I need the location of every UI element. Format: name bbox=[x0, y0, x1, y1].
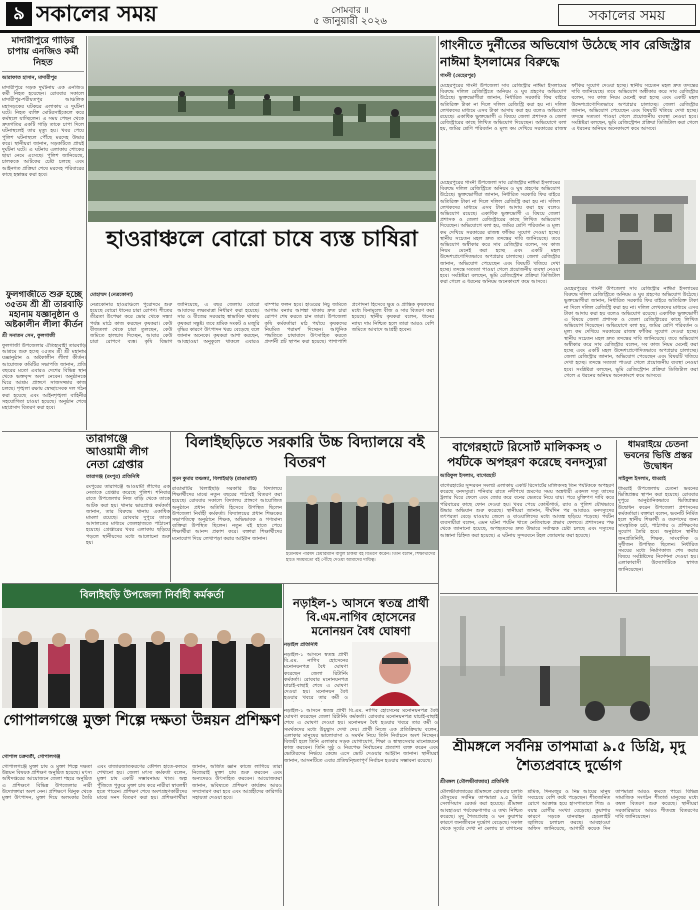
article-bilaichhari bbox=[172, 432, 438, 582]
byline: গোপাল চক্রবর্তী, গোপালগঞ্জ bbox=[2, 754, 61, 760]
byline: তারাগঞ্জ (রংপুর) প্রতিনিধি bbox=[86, 474, 140, 480]
body-wrap bbox=[172, 476, 282, 580]
divider bbox=[440, 593, 698, 594]
masthead bbox=[0, 0, 700, 30]
article-gopalganj-body bbox=[2, 754, 282, 906]
photo-group-banner bbox=[2, 584, 282, 708]
article-nowabari bbox=[284, 596, 438, 706]
headline: বাগেরহাটে রিসোর্ট মালিকসহ ৩ পর্যটকে অপহরণ করেছে বনদস্যুরা bbox=[447, 440, 607, 469]
photo-caption: ইউনিয়ন পরিষদ চেয়ারম্যান বাবুল চাকমা বই বিতরণ করেন। তিনি বলেন, শিক্ষার্থীদের হাতে সময়মতো বই পৌঁছে দেওয়া আমাদের দায়িত্ব। bbox=[286, 552, 436, 563]
paper-logo: সকালের সময় bbox=[36, 1, 158, 27]
headline: ফুলগাজীতে শুরু হচ্ছে ৩৫তম শ্রী শ্রী তারবাড়ি মহানাম যজ্ঞানুষ্ঠান ও অষ্টকালীন লীলা কীর্তন bbox=[4, 290, 84, 330]
rice-field-graphic bbox=[88, 36, 436, 222]
article-madaripur bbox=[2, 36, 84, 286]
photo-candidate-portrait bbox=[352, 642, 438, 706]
article-boro-headline-box bbox=[88, 224, 436, 286]
body: মৌলভীবাজারের শ্রীমঙ্গলে রোববার চলতি মৌসুমের সর্বনিম্ন তাপমাত্রা ৯.৫ ডিগ্রি সেলসিয়াস রেকর্ড করা হয়েছে। শ্রীমঙ্গল আবহাওয়া পর্যবেক্ষণাগার এ তথ্য নিশ্চিত করেছে। মৃদু শৈত্যপ্রবাহ ও ঘন কুয়াশার কারণে জনজীবনে দুর্ভোগ বেড়েছে। সকাল থেকে সূর্যের দেখা না মেলায় চা বাগানের শ্রমিক, দিনমজুর ও নিম্ন আয়ের মানুষ সবচেয়ে বেশি কষ্টে পড়েছেন। শীতজনিত রোগে আক্রান্ত হয়ে হাসপাতালে শিশু ও বয়স্ক রোগীর সংখ্যা বেড়েছে। কুয়াশার কারণে সড়কে যানবাহন হেডলাইট জ্বালিয়ে চলাচল করছে। আবহাওয়া অফিস জানিয়েছে, আগামী কয়েক দিন তাপমাত্রা আরও কমতে পারে। বিভিন্ন সামাজিক সংগঠন শীতার্ত মানুষের মধ্যে কম্বল বিতরণ শুরু করেছে। স্থানীয়রা সরকারিভাবে আরও শীতবস্ত্র বিতরণের দাবি জানিয়েছেন। bbox=[440, 789, 698, 833]
body: ধামরাই উপজেলায় চেতনা ভবনের ভিত্তিপ্রস্তর স্থাপন করা হয়েছে। রোববার দুপুরে আনুষ্ঠানিকভাবে ভিত্তিপ্রস্তর উদ্বোধন করেন উপজেলা প্রশাসনের কর্মকর্তারা। বক্তারা বলেন, ভবনটি নির্মিত হলে স্থানীয় শিক্ষার্থী ও তরুণদের জন্য সাংস্কৃতিক চর্চা, পাঠাগার ও প্রশিক্ষণের সুযোগ তৈরি হবে। অনুষ্ঠানে স্থানীয় জনপ্রতিনিধি, শিক্ষক, সাংবাদিক ও সুধীজন উপস্থিত ছিলেন। নির্ধারিত সময়ের মধ্যে নির্মাণকাজ শেষ করার বিষয়ে সংশ্লিষ্টদের নির্দেশনা দেওয়া হয়। এলাকাবাসী উদ্যোগটিকে স্বাগত জানিয়েছেন। bbox=[618, 486, 698, 573]
photo-book-distribution bbox=[286, 476, 438, 550]
article-nowabari-continued bbox=[284, 708, 438, 906]
divider bbox=[2, 431, 438, 432]
page-number: ৯ bbox=[6, 2, 32, 26]
divider bbox=[2, 583, 438, 584]
article-gopalganj-headline bbox=[2, 710, 282, 752]
masthead-date: ৫ জানুয়ারী ২০২৬ bbox=[313, 16, 387, 26]
photo-foggy-road bbox=[440, 596, 698, 736]
article-tarabganj bbox=[86, 432, 170, 582]
headline: তারাগঞ্জে আওয়ামী লীগ নেতা গ্রেপ্তার bbox=[86, 432, 149, 471]
candidate-graphic bbox=[352, 642, 438, 706]
article-boro-body bbox=[90, 292, 434, 430]
byline: শ্রীমঙ্গল (মৌলভীবাজার) প্রতিনিধি bbox=[440, 779, 509, 785]
book-distribution-graphic bbox=[286, 476, 438, 550]
byline: আরিফুল ইসলাম, বাগেরহাট bbox=[440, 473, 496, 479]
divider bbox=[616, 440, 617, 592]
divider bbox=[86, 36, 87, 430]
byline: শ্রী সনাতন সেন, ফুলগাজী bbox=[2, 333, 56, 339]
body: নড়াইল-১ আসনে স্বতন্ত্র প্রার্থী বি.এম. নাগিব হোসেনের মনোনয়নপত্র বৈধ ঘোষণা করেছেন জেলা রিটার্নিং কর্মকর্তা। রোববার মনোনয়নপত্র যাচাই-বাছাই শেষে এ ঘোষণা দেওয়া হয়। মনোনয়ন বৈধ হওয়ার খবরে তার কর্মী ও সমর্থকদের মধ্যে উচ্ছ্বাস দেখা দেয়। প্রার্থী নিজে এক প্রতিক্রিয়ায় বলেন, এলাকার মানুষের ভালোবাসা ও সমর্থন নিয়ে তিনি নির্বাচনে অংশ নিচ্ছেন। বিজয়ী হলে তিনি এলাকার সড়ক যোগাযোগ, শিক্ষা ও স্বাস্থ্যসেবার মানোন্নয়নে কাজ করবেন। তিনি সুষ্ঠু ও নিরপেক্ষ নির্বাচনের প্রত্যাশা ব্যক্ত করেন এবং ভোটারদের নির্ভয়ে কেন্দ্রে এসে ভোট দেওয়ার আহ্বান জানান। স্থানীয়রা জানান, আসনটিতে এবার প্রতিদ্বন্দ্বিতাপূর্ণ নির্বাচন হওয়ার সম্ভাবনা রয়েছে। bbox=[284, 708, 438, 764]
byline: সুমন কুমার তঞ্চঙ্গ্যা, বিলাইছড়ি (রাঙামাটি) bbox=[172, 476, 258, 482]
article-tarabari bbox=[2, 290, 86, 430]
headline: মাদারীপুরে গাড়ির চাপায় এনজিও কর্মী নিহত bbox=[2, 36, 84, 72]
byline: মোহাম্মদ (নেত্রকোনা) bbox=[90, 292, 134, 298]
byline: গাংনী (মেহেরপুর) bbox=[440, 73, 476, 79]
photo-registry-office bbox=[564, 180, 696, 280]
headline: নড়াইল-১ আসনে স্বতন্ত্র প্রার্থী বি.এম.নাগিব হোসেনের মনোনয়ন বৈধ ঘোষণা bbox=[293, 596, 429, 638]
body: রাঙামাটির বিলাইছড়ি সরকারি উচ্চ বিদ্যালয়ে শিক্ষার্থীদের মাঝে নতুন বছরের পাঠ্যবই বিতরণ করা হয়েছে। রোববার সকালে বিদ্যালয় প্রাঙ্গণে আয়োজিত অনুষ্ঠানে প্রধান অতিথি হিসেবে উপস্থিত ছিলেন উপজেলা নির্বাহী কর্মকর্তা। বিদ্যালয়ের প্রধান শিক্ষকের সভাপতিত্বে অনুষ্ঠানে শিক্ষক, অভিভাবক ও গণ্যমান্য ব্যক্তিরা উপস্থিত ছিলেন। নতুন বই হাতে পেয়ে শিক্ষার্থীরা আনন্দ প্রকাশ করে। বক্তারা শিক্ষার্থীদের মনোযোগ দিয়ে লেখাপড়া করার আহ্বান জানান। bbox=[172, 486, 282, 542]
headline: গোপালগঞ্জে মুক্তা শিল্পে দক্ষতা উন্নয়ন প্রশিক্ষণ bbox=[3, 711, 281, 729]
foggy-road-graphic bbox=[440, 596, 698, 736]
registry-graphic bbox=[564, 180, 696, 280]
article-sreemangal bbox=[440, 738, 698, 906]
divider bbox=[440, 437, 698, 438]
body-continued-2: মেহেরপুরের গাংনী উপজেলা সাব রেজিস্ট্রার নাঈমা ইসলামের বিরুদ্ধে দলিল রেজিস্ট্রিতে অনিয়ম ও ঘুষ গ্রহণের অভিযোগ উঠেছে। ভুক্তভোগীরা জানান, নির্ধারিত সরকারি ফির বাইরে অতিরিক্ত টাকা না দিলে দলিল রেজিস্ট্রি করা হয় না। দলিল লেখকদের মাধ্যমে এসব টাকা আদায় করা হয় বলেও অভিযোগ রয়েছে। একাধিক ভুক্তভোগী এ বিষয়ে জেলা প্রশাসক ও জেলা রেজিস্ট্রারের কাছে লিখিত অভিযোগ দিয়েছেন। অভিযোগে বলা হয়, জমির শ্রেণি পরিবর্তন ও মূল্য কম দেখিয়ে সরকারের রাজস্ব ফাঁকির সুযোগ দেওয়া হচ্ছে। স্থানীয় সচেতন মহল দ্রুত তদন্তের দাবি জানিয়েছে। তবে অভিযোগ অস্বীকার করে সাব রেজিস্ট্রার বলেন, সব কাজ নিয়ম মেনেই করা হচ্ছে এবং একটি মহল উদ্দেশ্যপ্রণোদিতভাবে অপপ্রচার চালাচ্ছে। জেলা রেজিস্ট্রার জানান, অভিযোগ পেয়েছেন এবং বিষয়টি খতিয়ে দেখা হচ্ছে। তদন্তে সত্যতা পাওয়া গেলে প্রয়োজনীয় ব্যবস্থা নেওয়া হবে। সংশ্লিষ্টরা বলছেন, ভূমি রেজিস্ট্রেশন প্রক্রিয়া ডিজিটাল করা গেলে এ ধরনের অনিয়ম অনেকাংশে কমে আসবে। bbox=[564, 286, 698, 379]
body: বাগেরহাটের সুন্দরবন সংলগ্ন এলাকায় একটি রিসোর্টের মালিকসহ তিন পর্যটককে অপহরণ করেছে বনদস্যুরা। শনিবার রাতে নদীপথে ভ্রমণের সময় অস্ত্রধারী একদল দস্যু তাদের ট্রলার ঘিরে ফেলে এবং জোর করে বনের ভেতরে নিয়ে যায়। পরে মুক্তিপণ দাবি করে পরিবারের কাছে ফোন দেওয়া হয়। খবর পেয়ে কোস্টগার্ড, র‌্যাব ও পুলিশ যৌথভাবে উদ্ধার অভিযান শুরু করেছে। স্থানীয়রা জানান, দীর্ঘদিন পর আবারও বনদস্যুদের তৎপরতা বেড়ে যাওয়ায় জেলে ও বাওয়ালিদের মধ্যে আতঙ্ক ছড়িয়ে পড়েছে। পর্যটন ব্যবসায়ীরা বলেন, এমন ঘটনা পর্যটন খাতে নেতিবাচক প্রভাব ফেলবে। প্রশাসনের পক্ষ থেকে জানানো হয়েছে, অপহৃতদের দ্রুত উদ্ধারে সর্বাত্মক চেষ্টা চলছে এবং দস্যুদের আস্তানা চিহ্নিত করা হয়েছে। এ ঘটনায় সুন্দরবনে টহল জোরদার করা হয়েছে। bbox=[440, 483, 614, 539]
divider bbox=[283, 584, 284, 906]
byline: আরাফাত হাসান, মাদারীপুর bbox=[2, 75, 57, 81]
body: মেহেরপুরের গাংনী উপজেলা সাব রেজিস্ট্রার নাঈমা ইসলামের বিরুদ্ধে দলিল রেজিস্ট্রিতে অনিয়ম ও ঘুষ গ্রহণের অভিযোগ উঠেছে। ভুক্তভোগীরা জানান, নির্ধারিত সরকারি ফির বাইরে অতিরিক্ত টাকা না দিলে দলিল রেজিস্ট্রি করা হয় না। দলিল লেখকদের মাধ্যমে এসব টাকা আদায় করা হয় বলেও অভিযোগ রয়েছে। একাধিক ভুক্তভোগী এ বিষয়ে জেলা প্রশাসক ও জেলা রেজিস্ট্রারের কাছে লিখিত অভিযোগ দিয়েছেন। অভিযোগে বলা হয়, জমির শ্রেণি পরিবর্তন ও মূল্য কম দেখিয়ে সরকারের রাজস্ব ফাঁকির সুযোগ দেওয়া হচ্ছে। স্থানীয় সচেতন মহল দ্রুত তদন্তের দাবি জানিয়েছে। তবে অভিযোগ অস্বীকার করে সাব রেজিস্ট্রার বলেন, সব কাজ নিয়ম মেনেই করা হচ্ছে এবং একটি মহল উদ্দেশ্যপ্রণোদিতভাবে অপপ্রচার চালাচ্ছে। জেলা রেজিস্ট্রার জানান, অভিযোগ পেয়েছেন এবং বিষয়টি খতিয়ে দেখা হচ্ছে। তদন্তে সত্যতা পাওয়া গেলে প্রয়োজনীয় ব্যবস্থা নেওয়া হবে। সংশ্লিষ্টরা বলছেন, ভূমি রেজিস্ট্রেশন প্রক্রিয়া ডিজিটাল করা গেলে এ ধরনের অনিয়ম অনেকাংশে কমে আসবে। bbox=[440, 83, 698, 133]
body-continued: মেহেরপুরের গাংনী উপজেলা সাব রেজিস্ট্রার নাঈমা ইসলামের বিরুদ্ধে দলিল রেজিস্ট্রিতে অনিয়ম ও ঘুষ গ্রহণের অভিযোগ উঠেছে। ভুক্তভোগীরা জানান, নির্ধারিত সরকারি ফির বাইরে অতিরিক্ত টাকা না দিলে দলিল রেজিস্ট্রি করা হয় না। দলিল লেখকদের মাধ্যমে এসব টাকা আদায় করা হয় বলেও অভিযোগ রয়েছে। একাধিক ভুক্তভোগী এ বিষয়ে জেলা প্রশাসক ও জেলা রেজিস্ট্রারের কাছে লিখিত অভিযোগ দিয়েছেন। অভিযোগে বলা হয়, জমির শ্রেণি পরিবর্তন ও মূল্য কম দেখিয়ে সরকারের রাজস্ব ফাঁকির সুযোগ দেওয়া হচ্ছে। স্থানীয় সচেতন মহল দ্রুত তদন্তের দাবি জানিয়েছে। তবে অভিযোগ অস্বীকার করে সাব রেজিস্ট্রার বলেন, সব কাজ নিয়ম মেনেই করা হচ্ছে এবং একটি মহল উদ্দেশ্যপ্রণোদিতভাবে অপপ্রচার চালাচ্ছে। জেলা রেজিস্ট্রার জানান, অভিযোগ পেয়েছেন এবং বিষয়টি খতিয়ে দেখা হচ্ছে। তদন্তে সত্যতা পাওয়া গেলে প্রয়োজনীয় ব্যবস্থা নেওয়া হবে। সংশ্লিষ্টরা বলছেন, ভূমি রেজিস্ট্রেশন প্রক্রিয়া ডিজিটাল করা গেলে এ ধরনের অনিয়ম অনেকাংশে কমে আসবে। bbox=[440, 180, 560, 286]
headline: গাংনীতে দুর্নীতের অভিযোগ উঠেছে সাব রেজিস্ট্রার নাঈমা ইসলামের বিরুদ্ধে bbox=[440, 37, 691, 69]
divider bbox=[170, 432, 171, 582]
article-bagerhat bbox=[440, 440, 614, 592]
masthead-rule bbox=[0, 30, 700, 33]
body: নড়াইল-১ আসনে স্বতন্ত্র প্রার্থী বি.এম. নাগিব হোসেনের মনোনয়নপত্র বৈধ ঘোষণা করেছেন জেলা রিটার্নিং কর্মকর্তা। রোববার মনোনয়নপত্র যাচাই-বাছাই শেষে এ ঘোষণা দেওয়া হয়। মনোনয়ন বৈধ হওয়ার খবরে তার কর্মী ও bbox=[284, 652, 348, 702]
body: ফুলগাজী উপজেলার ঐতিহ্যবাহী তারবাড়ি আশ্রমে শুরু হচ্ছে ৩৫তম শ্রী শ্রী মহানাম যজ্ঞানুষ্ঠান ও অষ্টকালীন লীলা কীর্তন। আয়োজক কমিটির সভাপতি জানান, প্রতি বছরের মতো এবারও দেশের বিভিন্ন স্থান থেকে ভক্তবৃন্দ অংশ নেবেন। অনুষ্ঠানকে ঘিরে আশ্রম প্রাঙ্গণে সাজসজ্জার কাজ চলছে। শৃঙ্খলা রক্ষায় স্বেচ্ছাসেবক দল গঠন করা হয়েছে এবং আইনশৃঙ্খলা বাহিনীর সহযোগিতা চাওয়া হয়েছে। অনুষ্ঠান শেষে মহাপ্রসাদ বিতরণ করা হবে। bbox=[2, 343, 86, 412]
headline: ধামরাইয়ে চেতনা ভবনের ভিত্তি প্রস্তর উদ্বোধন bbox=[623, 440, 693, 472]
divider bbox=[438, 36, 439, 906]
masthead-day: সোমবার ॥ bbox=[331, 6, 369, 14]
byline: সাইফুল ইসলাম, ধামরাই bbox=[618, 476, 666, 482]
article-ganguli bbox=[440, 36, 698, 436]
body: মাদারীপুরে সড়ক দুর্ঘটনায় এক এনজিও কর্মী নিহত হয়েছেন। রোববার সকালে মাদারীপুর-শরীয়তপুর আঞ্চলিক মহাসড়কের ঘটকচর এলাকায় এ দুর্ঘটনা ঘটে। নিহত ব্যক্তি মোটরসাইকেলে করে কর্মস্থলে যাচ্ছিলেন। এ সময় পেছন থেকে দ্রুতগতির একটি গাড়ি তাকে চাপা দিলে ঘটনাস্থলেই তার মৃত্যু হয়। খবর পেয়ে পুলিশ ঘটনাস্থলে পৌঁছে মরদেহ উদ্ধার করে। স্থানীয়রা জানান, সড়কটিতে প্রায়ই দুর্ঘটনা ঘটে। এ ঘটনায় এলাকায় শোকের ছায়া নেমে এসেছে। পুলিশ জানিয়েছে, চালককে আটকের চেষ্টা চলছে এবং আইনগত প্রক্রিয়া শেষে মরদেহ পরিবারের কাছে হস্তান্তর করা হবে। bbox=[2, 85, 84, 178]
masthead-right-name: সকালের সময় bbox=[558, 4, 696, 26]
banner-text: বিলাইছড়ি উপজেলা নির্বাহী কর্মকর্তা bbox=[80, 590, 224, 601]
headline: হাওরাঞ্চলে বোরো চাষে ব্যস্ত চাষিরা bbox=[106, 227, 418, 252]
body-wrap bbox=[284, 642, 348, 702]
body: নেত্রকোনার হাওরাঞ্চলে পুরোদমে শুরু হয়েছে বোরো ধানের চারা রোপণ। শীতের তীব্রতা উপেক্ষা করে ভোর থেকে সন্ধ্যা পর্যন্ত মাঠে কাজ করছেন কৃষকরা। কেউ বীজতলা থেকে চারা তুলছেন, কেউ জমিতে হালচাষ দিচ্ছেন, আবার কেউ চারা রোপণে ব্যস্ত। কৃষি বিভাগ জানিয়েছে, এ বছর জেলায় বোরো আবাদের লক্ষ্যমাত্রা নির্ধারণ করা হয়েছে। সার ও বীজের সরবরাহ স্বাভাবিক থাকায় কৃষকরা সন্তুষ্ট। তবে শ্রমিক সংকট ও মজুরি বৃদ্ধির কারণে উৎপাদন খরচ বেড়েছে বলে জানান অনেকে। কৃষকরা আশা করছেন, আবহাওয়া অনুকূলে থাকলে এবারও বাম্পার ফলন হবে। হাওরের নিচু জমিতে আগাম বন্যার আশঙ্কা থাকায় দ্রুত চারা রোপণ শেষ করতে চান তারা। উপজেলা কৃষি কর্মকর্তারা মাঠ পর্যায়ে কৃষকদের নিয়মিত পরামর্শ দিচ্ছেন। আধুনিক পদ্ধতিতে চাষাবাদে উৎসাহিত করতে প্রদর্শনী প্লট স্থাপন করা হয়েছে। পাশাপাশি প্রণোদনা হিসেবে ক্ষুদ্র ও প্রান্তিক কৃষকদের মধ্যে বিনামূল্যে বীজ ও সার বিতরণ করা হয়েছে। স্থানীয় কৃষকরা বলেন, ধানের ন্যায্য দাম নিশ্চিত হলে তারা আরও বেশি জমিতে আবাদে আগ্রহী হবেন। bbox=[90, 302, 434, 346]
headline: বিলাইছড়িতে সরকারি উচ্চ বিদ্যালয়ে বই বিতরণ bbox=[185, 433, 425, 471]
headline: শ্রীমঙ্গলে সর্বনিম্ন তাপমাত্রা ৯.৫ ডিগ্রি, মৃদু শৈত্যপ্রবাহে দুর্ভোগ bbox=[452, 739, 686, 774]
body: গোপালগঞ্জে মুক্তা চাষ ও মুক্তা শিল্পে দক্ষতা উন্নয়ন বিষয়ক প্রশিক্ষণ অনুষ্ঠিত হয়েছে। মৎস্য অধিদপ্তরের আয়োজনে জেলা শহরে অনুষ্ঠিত এ প্রশিক্ষণে বিভিন্ন উপজেলার নারী উদ্যোক্তারা অংশ নেন। প্রশিক্ষণে ঝিনুক থেকে মুক্তা উৎপাদন, মুক্তা দিয়ে অলংকার তৈরি এবং বাজারজাতকরণের কৌশল হাতে-কলমে শেখানো হয়। জেলা মৎস্য কর্মকর্তা বলেন, মুক্তা চাষ একটি সম্ভাবনাময় খাত। অল্প পুঁজিতে পুকুরে মুক্তা চাষ করে নারীরা স্বাবলম্বী হতে পারেন। প্রশিক্ষণ শেষে অংশগ্রহণকারীদের মাঝে সনদ বিতরণ করা হয়। প্রশিক্ষণার্থীরা জানান, অর্জিত জ্ঞান কাজে লাগিয়ে তারা নিজেরাই মুক্তা চাষ শুরু করবেন এবং অন্যদেরও উৎসাহিত করবেন। আয়োজকরা জানান, ভবিষ্যতে প্রশিক্ষণ কার্যক্রম আরও সম্প্রসারণ করা হবে এবং আগ্রহীদের কারিগরি সহায়তা দেওয়া হবে। bbox=[2, 764, 282, 802]
byline: নড়াইল প্রতিনিধি bbox=[284, 642, 318, 648]
body: রংপুরের তারাগঞ্জে আওয়ামী লীগের এক নেতাকে গ্রেপ্তার করেছে পুলিশ। শনিবার রাতে উপজেলার নিজ বাড়ি থেকে তাকে আটক করা হয়। থানার ভারপ্রাপ্ত কর্মকর্তা জানান, তার বিরুদ্ধে থানায় একাধিক মামলা রয়েছে। রোববার দুপুরে তাকে আদালতের মাধ্যমে জেলহাজতে পাঠানো হয়েছে। গ্রেপ্তারের খবর এলাকায় ছড়িয়ে পড়লে স্থানীয়দের মধ্যে আলোচনা শুরু হয়। bbox=[86, 484, 170, 546]
photo-rice-field bbox=[88, 36, 436, 222]
article-dhaka bbox=[618, 440, 698, 592]
